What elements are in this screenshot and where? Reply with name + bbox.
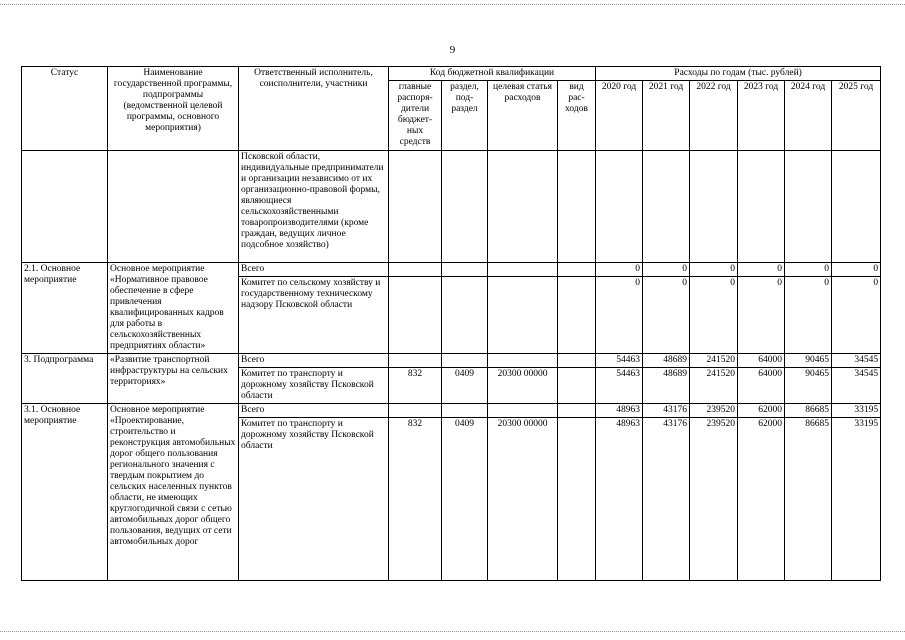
scan-top-edge: [0, 4, 905, 6]
header-target: целевая статья расходов: [488, 81, 558, 151]
value-2024: 90465: [785, 368, 832, 404]
value-2025: 34545: [832, 368, 881, 404]
value-2022: 241520: [690, 354, 738, 368]
value-2022: 241520: [690, 368, 738, 404]
row-name: «Развитие транспортной инфраструктуры на сельских территориях»: [108, 354, 239, 404]
value-2023: 64000: [738, 368, 785, 404]
header-year: 2023 год: [738, 81, 785, 151]
value-2022: 0: [690, 277, 738, 354]
value-2020: 48963: [596, 404, 643, 418]
header-year: 2022 год: [690, 81, 738, 151]
value-2025: 34545: [832, 354, 881, 368]
value-2020: 0: [596, 277, 643, 354]
value-2023: 64000: [738, 354, 785, 368]
value-2024: 90465: [785, 354, 832, 368]
value-2025: 33195: [832, 418, 881, 581]
scan-bottom-edge: [0, 631, 905, 633]
program-table: [21, 66, 881, 581]
row-executor: Всего: [239, 404, 389, 418]
row-name: Основное мероприятие «Проектирование, строительство и реконструкция автомобильных дорог общего пользования регионального значения с твердым покрытием до сельских населенных пунктов области, не имеющих круглогодичной связи с сетью автомобильных дорог общего пользования, ведущих от сети автомобильных дорог: [108, 404, 239, 581]
value-2022: 239520: [690, 404, 738, 418]
value-2020: 48963: [596, 418, 643, 581]
value-2021: 0: [643, 277, 690, 354]
table-row: [22, 354, 881, 368]
value-2023: 0: [738, 263, 785, 277]
value-2021: 0: [643, 263, 690, 277]
row-executor: Всего: [239, 354, 389, 368]
value-2021: 43176: [643, 404, 690, 418]
header-year: 2020 год: [596, 81, 643, 151]
value-2022: 239520: [690, 418, 738, 581]
continued-row: [22, 151, 881, 263]
value-2023: 62000: [738, 404, 785, 418]
value-2023: 62000: [738, 418, 785, 581]
table-row: [22, 404, 881, 418]
header-name: Наименование государственной программы, подпрограммы (ведомственной целевой программы, основного мероприятия): [108, 67, 239, 151]
row-status: 3. Подпрограмма: [22, 354, 108, 404]
header-year: 2024 год: [785, 81, 832, 151]
header-row-1: [22, 67, 881, 81]
row-name: Основное мероприятие «Нормативное правовое обеспечение в сфере привлечения квалифицированных кадров для работы в сельскохозяйственных предприятиях области»: [108, 263, 239, 354]
table-row: Комитет по транспорту и дорожному хозяйству Псковской области 832 0409 20300 00000 54463 48689 241520 64000 90465 34545: [22, 368, 881, 404]
row-status: 3.1. Основное мероприятие: [22, 404, 108, 581]
header-razdel: раздел, под-раздел: [442, 81, 488, 151]
header-budget-code: Код бюджетной квалификации: [389, 67, 596, 81]
header-vid: вид рас-ходов: [558, 81, 596, 151]
value-2024: 0: [785, 277, 832, 354]
value-2025: 0: [832, 277, 881, 354]
value-2024: 86685: [785, 404, 832, 418]
table-row: [22, 263, 881, 277]
row-executor: Всего: [239, 263, 389, 277]
value-2021: 48689: [643, 368, 690, 404]
row-executor: Комитет по сельскому хозяйству и государственному техническому надзору Псковской области: [239, 277, 389, 354]
header-gl-rasp: главные распоря-дители бюджет-ных средств: [389, 81, 442, 151]
value-2022: 0: [690, 263, 738, 277]
continued-executor: Псковской области, индивидуальные предприниматели и организации независимо от их организационно-правовой формы, являющиеся сельскохозяйственными товаропроизводителями (кроме граждан, ведущих личное подсобное хозяйство): [239, 151, 389, 263]
header-expenses: Расходы по годам (тыс. рублей): [596, 67, 881, 81]
table-row: Комитет по транспорту и дорожному хозяйству Псковской области 832 0409 20300 00000 48963 43176 239520 62000 86685 33195: [22, 418, 881, 581]
value-2020: 0: [596, 263, 643, 277]
value-2025: 33195: [832, 404, 881, 418]
header-year: 2025 год: [832, 81, 881, 151]
value-2020: 54463: [596, 368, 643, 404]
row-executor: Комитет по транспорту и дорожному хозяйству Псковской области: [239, 418, 389, 581]
value-2025: 0: [832, 263, 881, 277]
value-2021: 48689: [643, 354, 690, 368]
page-number: 9: [449, 44, 456, 56]
value-2021: 43176: [643, 418, 690, 581]
value-2020: 54463: [596, 354, 643, 368]
value-2024: 0: [785, 263, 832, 277]
row-executor: Комитет по транспорту и дорожному хозяйству Псковской области: [239, 368, 389, 404]
header-year: 2021 год: [643, 81, 690, 151]
header-executor: Ответственный исполнитель, соисполнители, участники: [239, 67, 389, 151]
value-2023: 0: [738, 277, 785, 354]
value-2024: 86685: [785, 418, 832, 581]
header-status: Статус: [22, 67, 108, 151]
row-status: 2.1. Основное мероприятие: [22, 263, 108, 354]
